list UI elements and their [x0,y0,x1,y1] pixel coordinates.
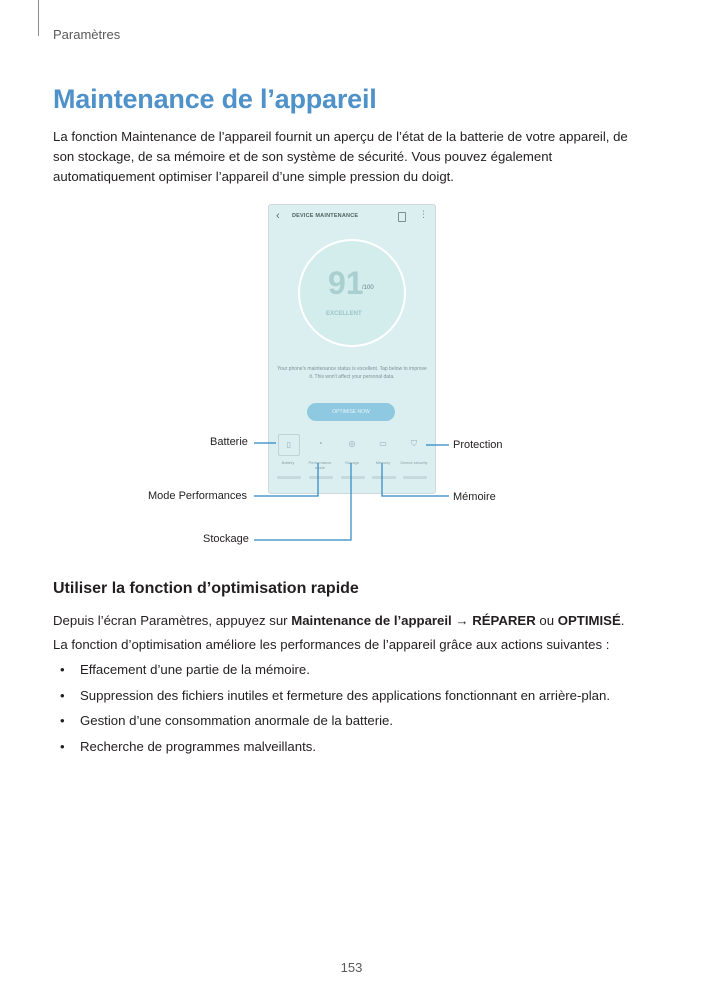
option-optimise: OPTIMISÉ [557,613,621,628]
list-item [53,738,610,764]
document-icon[interactable] [398,212,406,222]
memory-icon[interactable]: ▭ [379,439,387,448]
screen-title: DEVICE MAINTENANCE [292,213,359,219]
back-icon[interactable]: ‹ [276,210,280,222]
screen-message: Your phone's maintenance status is excellent. Tap below to improve it. This won't affect your personal data. [277,366,427,380]
callout-stockage: Stockage [203,533,249,545]
tile-bar [403,476,427,479]
tile-bar [309,476,333,479]
callout-mode-performances: Mode Performances [148,490,248,502]
tile-label-security: Device security [400,460,428,465]
list-item [53,712,610,738]
bullet-icon: • [60,713,65,728]
step-connector: ou [535,613,558,628]
callout-memoire: Mémoire [453,491,496,503]
page-title: Maintenance de l’appareil [53,84,377,114]
page-edge-rule [38,0,39,36]
shield-icon[interactable]: ⛉ [411,439,417,448]
screen-app-bar [269,205,435,229]
page-number: 153 [340,960,363,975]
bullet-icon: • [60,662,65,677]
score-value: 91 [328,265,364,301]
callout-protection: Protection [453,439,503,451]
list-item-text: Recherche de programmes malveillants. [80,738,317,754]
score-max: /100 [362,285,374,291]
tile-bar [372,476,396,479]
list-item-text: Effacement d’une partie de la mémoire. [80,662,310,677]
list-item [53,661,610,687]
list-item [53,687,610,713]
bullet-icon: • [60,738,65,754]
tile-bar [341,476,365,479]
option-reparer: RÉPARER [472,613,536,628]
storage-icon[interactable]: ◎ [348,439,356,448]
list-item-text: Gestion d’une consommation anormale de la batterie. [80,713,394,728]
running-header: Paramètres [53,27,121,42]
tile-label-battery: Battery [281,460,295,465]
step-arrow: → [451,613,473,628]
lead-paragraph: La fonction d’optimisation améliore les performances de l’appareil grâce aux actions suivantes : [53,637,610,652]
step-instruction [53,612,624,630]
tile-label-storage: Storage [344,460,359,465]
score-circle [298,239,406,347]
section-heading: Utiliser la fonction d’optimisation rapide [53,580,359,597]
tile-label-performance: Performance mode [308,460,332,470]
device-maintenance-screenshot [268,204,436,494]
optimise-now-button[interactable]: OPTIMISE NOW [307,403,395,421]
bullet-icon: • [60,687,65,703]
tile-bar [277,476,301,479]
battery-icon[interactable]: ▯ [278,434,300,456]
more-icon[interactable]: ⋮ [419,209,428,219]
list-item-text: Suppression des fichiers inutiles et fermeture des applications fonctionnant en arrière-plan. [80,687,610,703]
callout-batterie: Batterie [210,436,248,448]
tile-label-memory: Memory [375,460,391,465]
gauge-icon[interactable]: ◔ [317,439,323,448]
step-suffix: . [620,613,625,628]
score-status: EXCELLENT [326,311,362,317]
step-prefix: Depuis l’écran Paramètres, appuyez sur [53,613,292,628]
action-list [53,661,610,763]
menu-item-maintenance: Maintenance de l’appareil [291,613,452,628]
intro-paragraph: La fonction Maintenance de l’appareil fournit un aperçu de l’état de la batterie de votre appareil, de son stockage, de sa mémoire et de son système de sécurité. Vous pouvez également automatiquement optimiser l’appareil d’une simple pression du doigt. [53,129,628,184]
